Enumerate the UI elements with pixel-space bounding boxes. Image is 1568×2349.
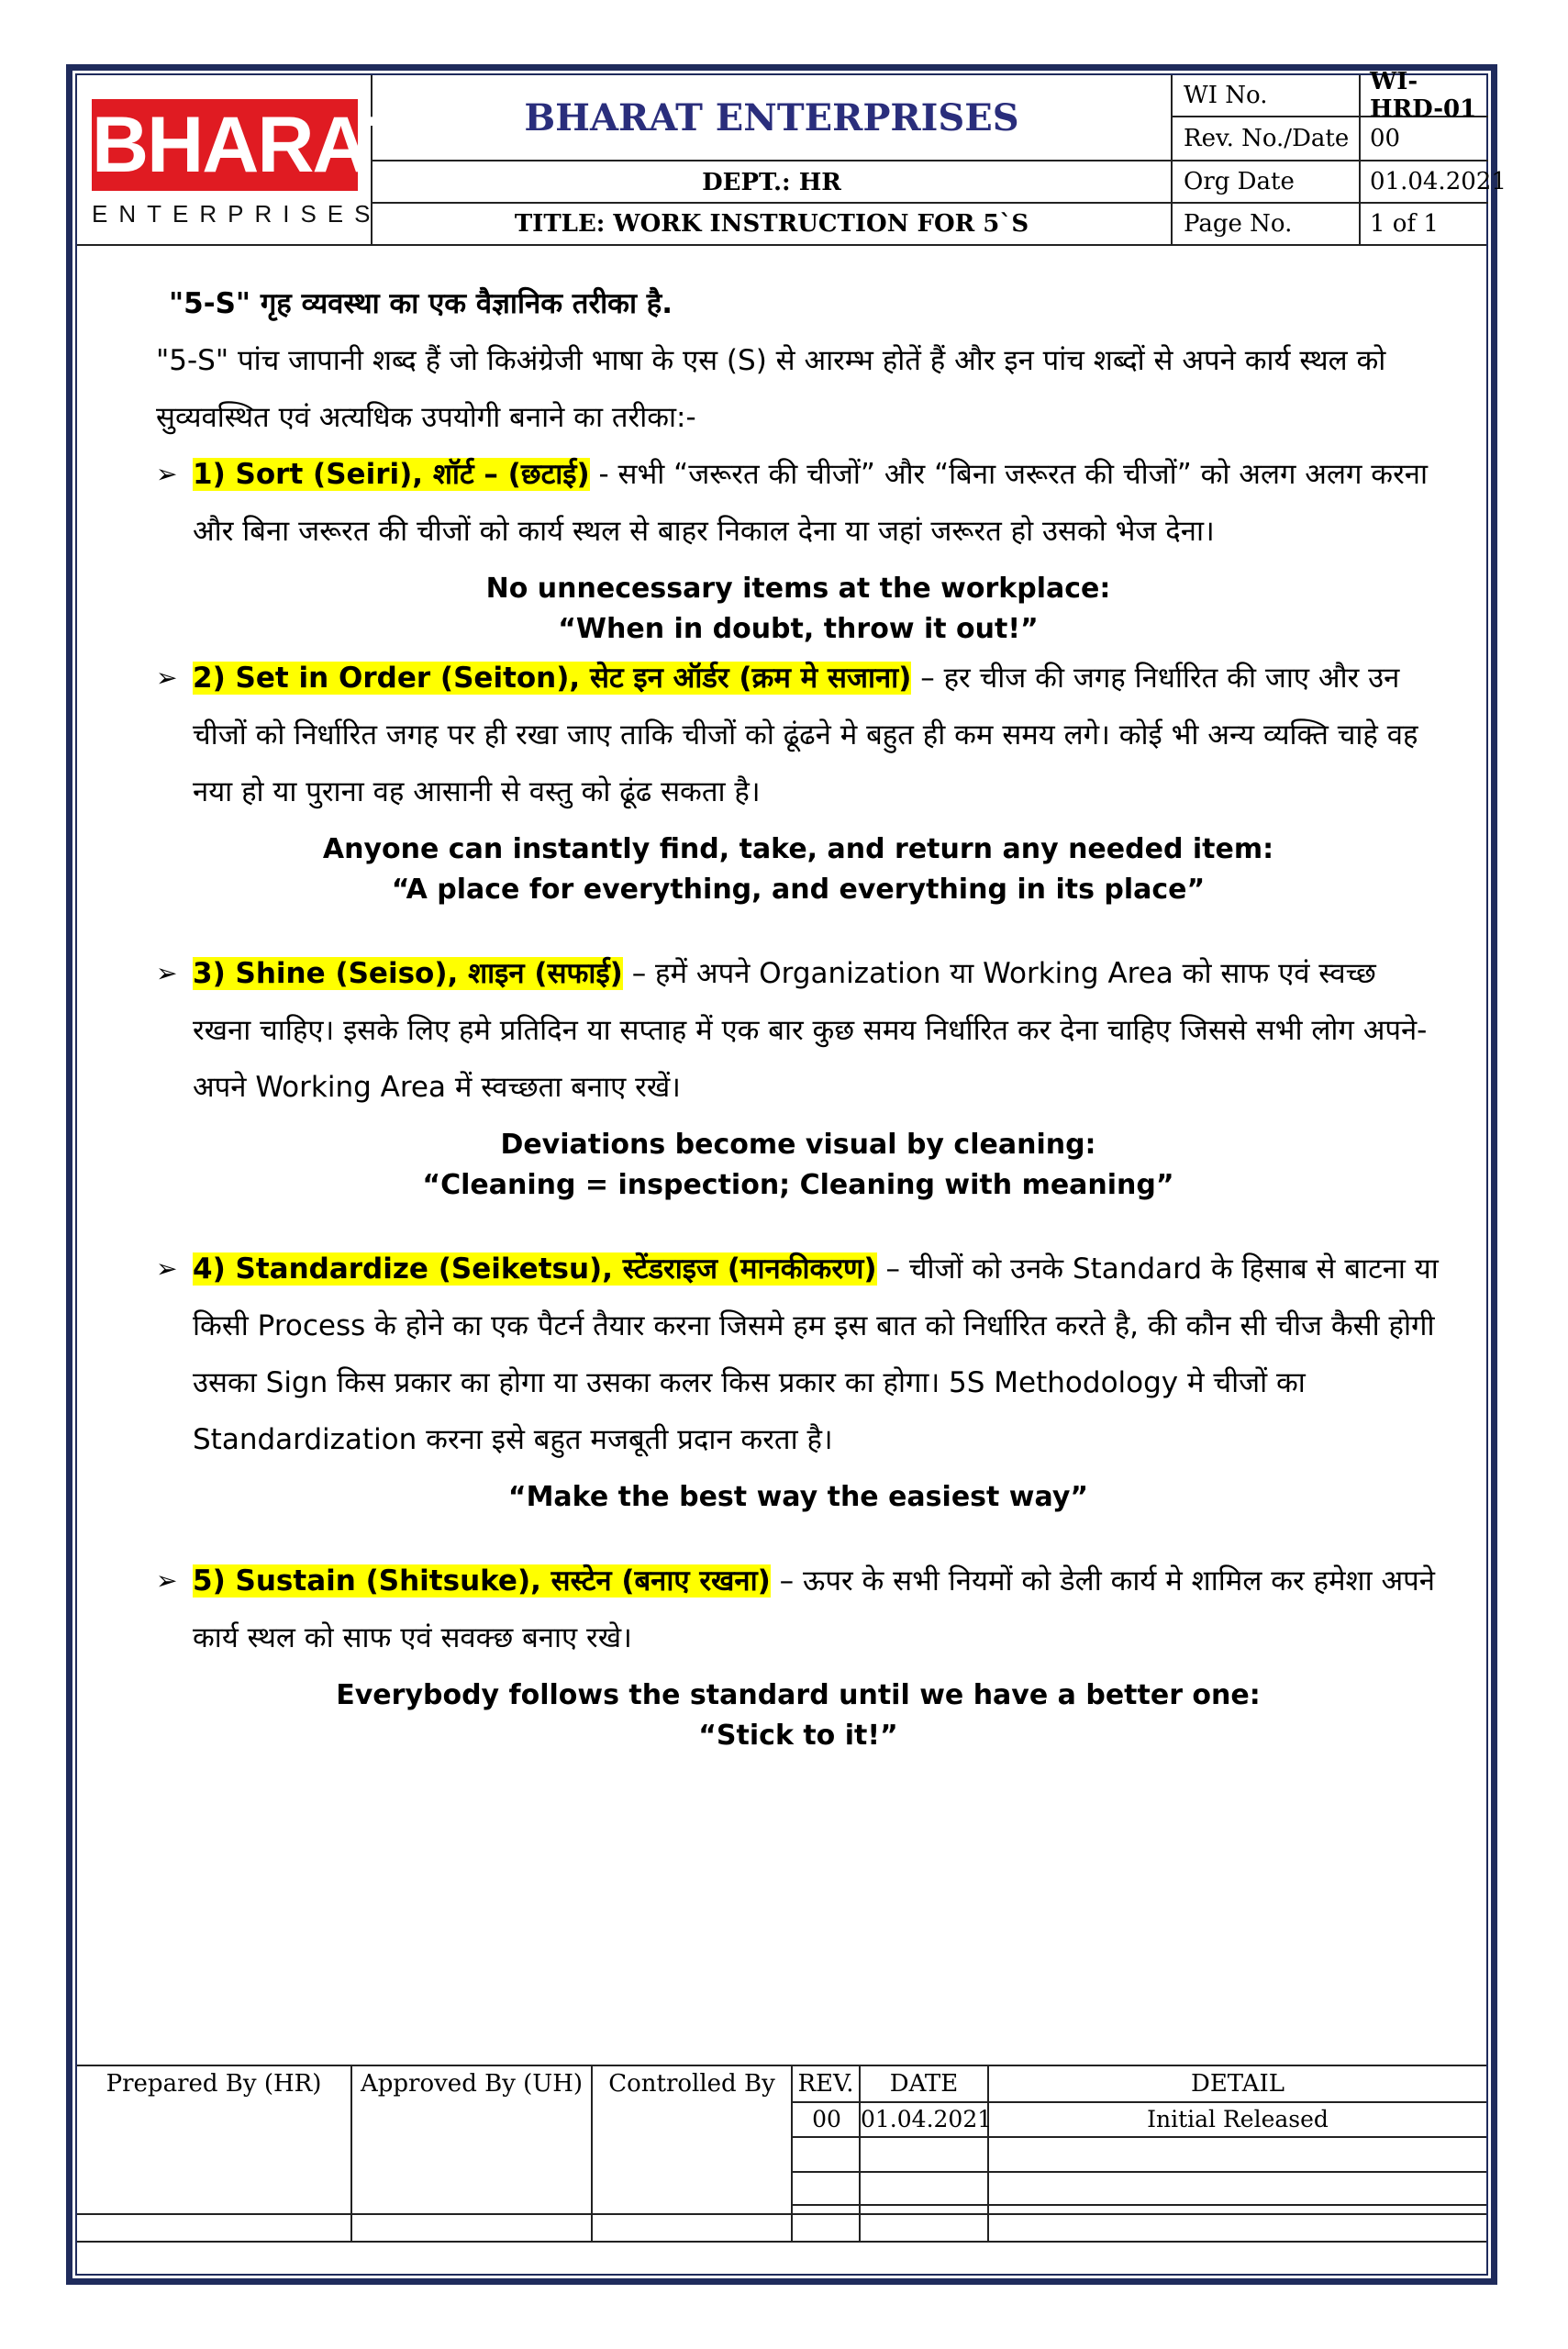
date-value: 01.04.2021 (861, 2106, 993, 2132)
item-text: - सभी “जरूरत की चीजों” और “बिना जरूरत की चीजों” को अलग अलग करना और बिना जरूरत की चीजों को कार्य स्थल से बाहर निकाल देना या जहां जरूरत हो उसको भेज देना। (193, 458, 1429, 548)
meta-row-rev (1173, 117, 1488, 161)
meta-row-page (1173, 204, 1488, 244)
approved-by-label: Approved By (UH) (360, 2070, 584, 2098)
item-set-in-order (156, 650, 1440, 820)
meta-value: 1 of 1 (1370, 210, 1439, 238)
date-header: DATE (889, 2070, 959, 2098)
item-heading: 1) Sort (Seiri), शॉर्ट – (छटाई) (193, 458, 590, 491)
revision-footer (77, 2065, 1486, 2243)
bottom-divider (77, 2213, 1486, 2215)
item-heading: 2) Set in Order (Seiton), सेट इन ऑर्डर (क्रम मे सजाना) (193, 662, 912, 695)
document-body (156, 275, 1440, 1756)
motto-line: Deviations become visual by cleaning: (500, 1129, 1096, 1161)
motto-line: Anyone can instantly find, take, and return any needed item: (322, 833, 1274, 865)
meta-table (1171, 68, 1507, 244)
meta-row-wi (1173, 68, 1488, 123)
meta-label: Page No. (1173, 204, 1361, 244)
item-heading: 3) Shine (Seiso), शाइन (सफाई) (193, 957, 623, 990)
row-divider (793, 2136, 1486, 2138)
item-sustain (156, 1553, 1440, 1666)
motto-line: Everybody follows the standard until we have a better one: (336, 1679, 1261, 1711)
arrow-bullet-icon: ➢ (156, 662, 178, 693)
item-text: – हर चीज की जगह निर्धारित की जाए और उन चीजों को निर्धारित जगह पर ही रखा जाए ताकि चीजों को ढूंढने मे बहुत ही कम समय लगे। कोई भी अन्य व्यक्ति चाहे वह नया हो या पुराना वह आसानी से वस्तु को ढूंढ सकता है। (193, 662, 1418, 808)
rev-value: 00 (812, 2106, 841, 2132)
detail-value: Initial Released (1147, 2106, 1329, 2132)
department: DEPT.: HR (373, 161, 1171, 204)
motto-line: “Stick to it!” (698, 1720, 898, 1752)
row-divider (793, 2171, 1486, 2173)
arrow-bullet-icon: ➢ (156, 1253, 178, 1284)
motto-line: “Cleaning = inspection; Cleaning with meaning” (422, 1169, 1174, 1201)
item-heading: 5) Sustain (Shitsuke), सस्टेन (बनाए रखना) (193, 1564, 771, 1598)
intro-line-2: "5-S" पांच जापानी शब्द हैं जो किअंग्रेजी भाषा के एस (S) से आरम्भ होतें हैं और इन पांच शब्दों से अपने कार्य स्थल को सुव्यवस्थित एवं अत्यधिक उपयोगी बनाने का तरीका:- (156, 344, 1386, 434)
item-text: – ऊपर के सभी नियमों को डेली कार्य मे शामिल कर हमेशा अपने कार्य स्थल को साफ एवं सवक्छ बनाए रखे। (193, 1564, 1435, 1654)
document-header (77, 68, 1507, 246)
document-title: TITLE: WORK INSTRUCTION FOR 5`S (514, 210, 1029, 238)
prepared-by-label: Prepared By (HR) (106, 2070, 322, 2098)
motto-line: “When in doubt, throw it out!” (558, 613, 1039, 645)
logo-subtitle: ENTERPRISES (92, 200, 382, 228)
meta-value: 01.04.2021 (1370, 168, 1507, 195)
company-logo: BHARAT (92, 101, 408, 189)
arrow-bullet-icon: ➢ (156, 958, 178, 988)
item-standardize (156, 1241, 1440, 1468)
logo-cell (77, 75, 408, 244)
intro-line-1: "5-S" गृह व्यवस्था का एक वैज्ञानिक तरीका है. (169, 287, 673, 320)
motto-line: “Make the best way the easiest way” (507, 1481, 1089, 1513)
meta-value: 00 (1370, 125, 1401, 152)
motto-line: “A place for everything, and everything in its place” (391, 874, 1206, 906)
item-heading: 4) Standardize (Seiketsu), स्टेंडराइज (मानकीकरण) (193, 1252, 877, 1286)
meta-label: WI No. (1173, 75, 1361, 116)
company-name: BHARAT ENTERPRISES (373, 75, 1171, 161)
controlled-by-label: Controlled By (608, 2070, 775, 2098)
meta-label: Rev. No./Date (1173, 117, 1361, 160)
meta-value: WI-HRD-01 (1370, 68, 1477, 123)
item-shine (156, 945, 1440, 1116)
row-divider (793, 2204, 1486, 2206)
arrow-bullet-icon: ➢ (156, 1565, 178, 1596)
arrow-bullet-icon: ➢ (156, 459, 178, 489)
item-sort (156, 446, 1440, 560)
meta-row-org-date (1173, 161, 1507, 204)
meta-label: Org Date (1173, 161, 1361, 202)
item-text: – चीजों को उनके Standard के हिसाब से बाटना या किसी Process के होने का एक पैटर्न तैयार करना जिसमे हम इस बात को निर्धारित करते है, की कौन सी चीज कैसी होगी उसका Sign किस प्रकार का होगा या उसका कलर किस प्रकार का होगा। 5S Methodology मे चीजों का Standardization करना इसे बहुत मजबूती प्रदान करता है। (193, 1252, 1439, 1456)
item-text: – हमें अपने Organization या Working Area को साफ एवं स्वच्छ रखना चाहिए। इसके लिए हमे प्रतिदिन या सप्ताह में एक बार कुछ समय निर्धारित कर देना चाहिए जिससे सभी लोग अपने-अपने Working Area में स्वच्छता बनाए रखें। (193, 957, 1428, 1104)
motto-line: No unnecessary items at the workplace: (485, 573, 1111, 605)
detail-header: DETAIL (1190, 2070, 1285, 2098)
rev-header: REV. (797, 2070, 854, 2098)
